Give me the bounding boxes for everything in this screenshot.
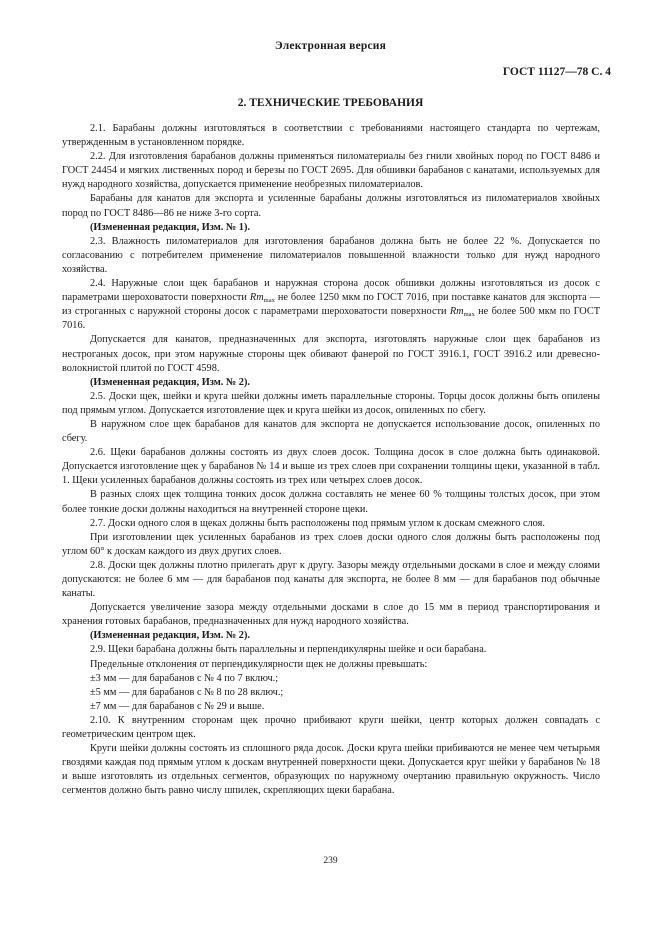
tolerance-item: ±5 мм — для барабанов с № 8 по 28 включ.; [90,686,284,698]
paragraph-2-2: 2.2. Для изготовления барабанов должны применяться пиломатериалы без гнили хвойных пород по ГОСТ 8486 и ГОСТ 24454 и мягких лиственных пород и березы по ГОСТ 2695. Для обшивки барабанов с канатами, используемых для нужд народного хозяйства, допускается применение необрезных пиломатериалов. [62,151,600,191]
rm-symbol: Rm [249,292,264,304]
edition-label: Электронная версия [274,40,387,52]
paragraph-2-5-export: В наружном слое щек барабанов для канатов для экспорта не допускается использование досок, опиленных по сбегу. [62,418,600,445]
tolerance-item: ±7 мм — для барабанов с № 29 и выше. [90,700,265,712]
rm-subscript: max [463,311,475,319]
paragraph-2-4-text-2: не более 1250 мкм по ГОСТ 7016, при поставке канатов для экспорта — из строганных с наружной стороны досок с параметрами шероховатости поверхности [62,292,600,318]
rm-symbol: Rm [449,306,464,318]
revision-note-2: (Измененная редакция, Изм. № 2). [90,376,250,388]
paragraph-2-1: 2.1. Барабаны должны изготовляться в соответствии с требованиями настоящего стандарта по чертежам, утвержденным в установленном порядке. [62,123,600,149]
section-title: 2. ТЕХНИЧЕСКИЕ ТРЕБОВАНИЯ [237,97,424,109]
paragraph-2-8: 2.8. Доски щек должны плотно прилегать друг к другу. Зазоры между отдельными досками в слое и между слоями допускаются: не более 6 мм — для барабанов под канаты для экспорта, не более 8 мм — для барабанов под обычные канаты. [62,559,600,600]
paragraph-2-7: 2.7. Доски одного слоя в щеках должны быть расположены под прямым углом к доскам смежного слоя. [90,517,545,529]
paragraph-2-10: 2.10. К внутренним сторонам щек прочно прибивают круги шейки, центр которых должен совпадать с геометрическим центром щек. [62,714,600,741]
paragraph-2-9: 2.9. Щеки барабана должны быть параллельны и перпендикулярны шейке и оси барабана. [90,644,487,656]
revision-note-3: (Измененная редакция, Изм. № 2). [90,630,250,642]
paragraph-2-3: 2.3. Влажность пиломатериалов для изготовления барабанов должна быть не более 22 %. Допускается по согласованию с потребителем применение пиломатериалов повышенной влажности только для нужд народного хозяйства. [62,235,600,275]
paragraph-2-8-gap: Допускается увеличение зазора между отдельными досками в слое до 15 мм в период транспортирования и хранения готовых барабанов, предназначенных для нужд народного хозяйства. [62,602,600,628]
tolerance-item: ±3 мм — для барабанов с № 4 по 7 включ.; [90,672,279,684]
paragraph-2-5: 2.5. Доски щек, шейки и круга шейки должны иметь параллельные стороны. Торцы досок должны быть опилены под прямым углом. Допускается изготовление щек и круга шейки из досок, опиленных по сбегу. [62,390,600,416]
paragraph-2-4-text-3: не более 500 мкм по ГОСТ 7016. [62,306,600,332]
paragraph-2-7-reinforced: При изготовлении щек усиленных барабанов из трех слоев доски одного слоя должны быть расположены под углом 60° к доскам каждого из двух других слоев. [62,531,600,557]
paragraph-2-4-text-1: 2.4. Наружные слои щек барабанов и наружная сторона досок обшивки должны изготовляться из досок с параметрами шероховатости поверхности [62,278,600,304]
revision-note-1: (Измененная редакция, Изм. № 1). [90,221,250,233]
gost-header: ГОСТ 11127—78 С. 4 [502,66,611,78]
paragraph-2-6: 2.6. Щеки барабанов должны состоять из двух слоев досок. Толщина досок в слое должна быть одинаковой. Допускается изготовление щек у барабанов № 14 и выше из трех слоев при сохранении толщины щеки, указанной в табл. 1. Щеки усиленных барабанов должны состоять из трех или четырех слоев досок. [62,447,600,487]
paragraph-2-6-layers: В разных слоях щек толщина тонких досок должна составлять не менее 60 % толщины толстых досок, при этом более тонкие доски должны находиться на внутренней стороне щеки. [62,489,600,515]
rm-subscript: max [263,297,275,305]
paragraph-2-4 [62,277,600,333]
page-number: 239 [323,856,338,866]
paragraph-2-9-limits: Предельные отклонения от перпендикулярности щек не должны превышать: [90,658,428,670]
paragraph-2-4-export: Допускается для канатов, предназначенных для экспорта, изготовлять наружные слои щек барабанов из нестроганых досок, при этом наружные стороны щек обивают фанерой по ГОСТ 3916.1, ГОСТ 3916.2 или древесно-волокнистой плитой по ГОСТ 4598. [62,334,600,374]
paragraph-2-10-rings: Круги шейки должны состоять из сплошного ряда досок. Доски круга шейки прибиваются не менее чем четырьмя гвоздями каждая под прямым углом к доскам внутренней поверхности щеки. Допускается круг шейки у барабанов № 18 и выше изготовлять из отдельных сегментов, образующих по наружному очертанию правильную окружность. Число сегментов должно быть равно числу шпилек, скрепляющих щеки барабана. [62,743,600,797]
document-body [62,122,600,799]
paragraph-2-2-export: Барабаны для канатов для экспорта и усиленные барабаны должны изготовляться из пиломатериалов хвойных пород по ГОСТ 8486—86 не ниже 3-го сорта. [62,193,600,219]
